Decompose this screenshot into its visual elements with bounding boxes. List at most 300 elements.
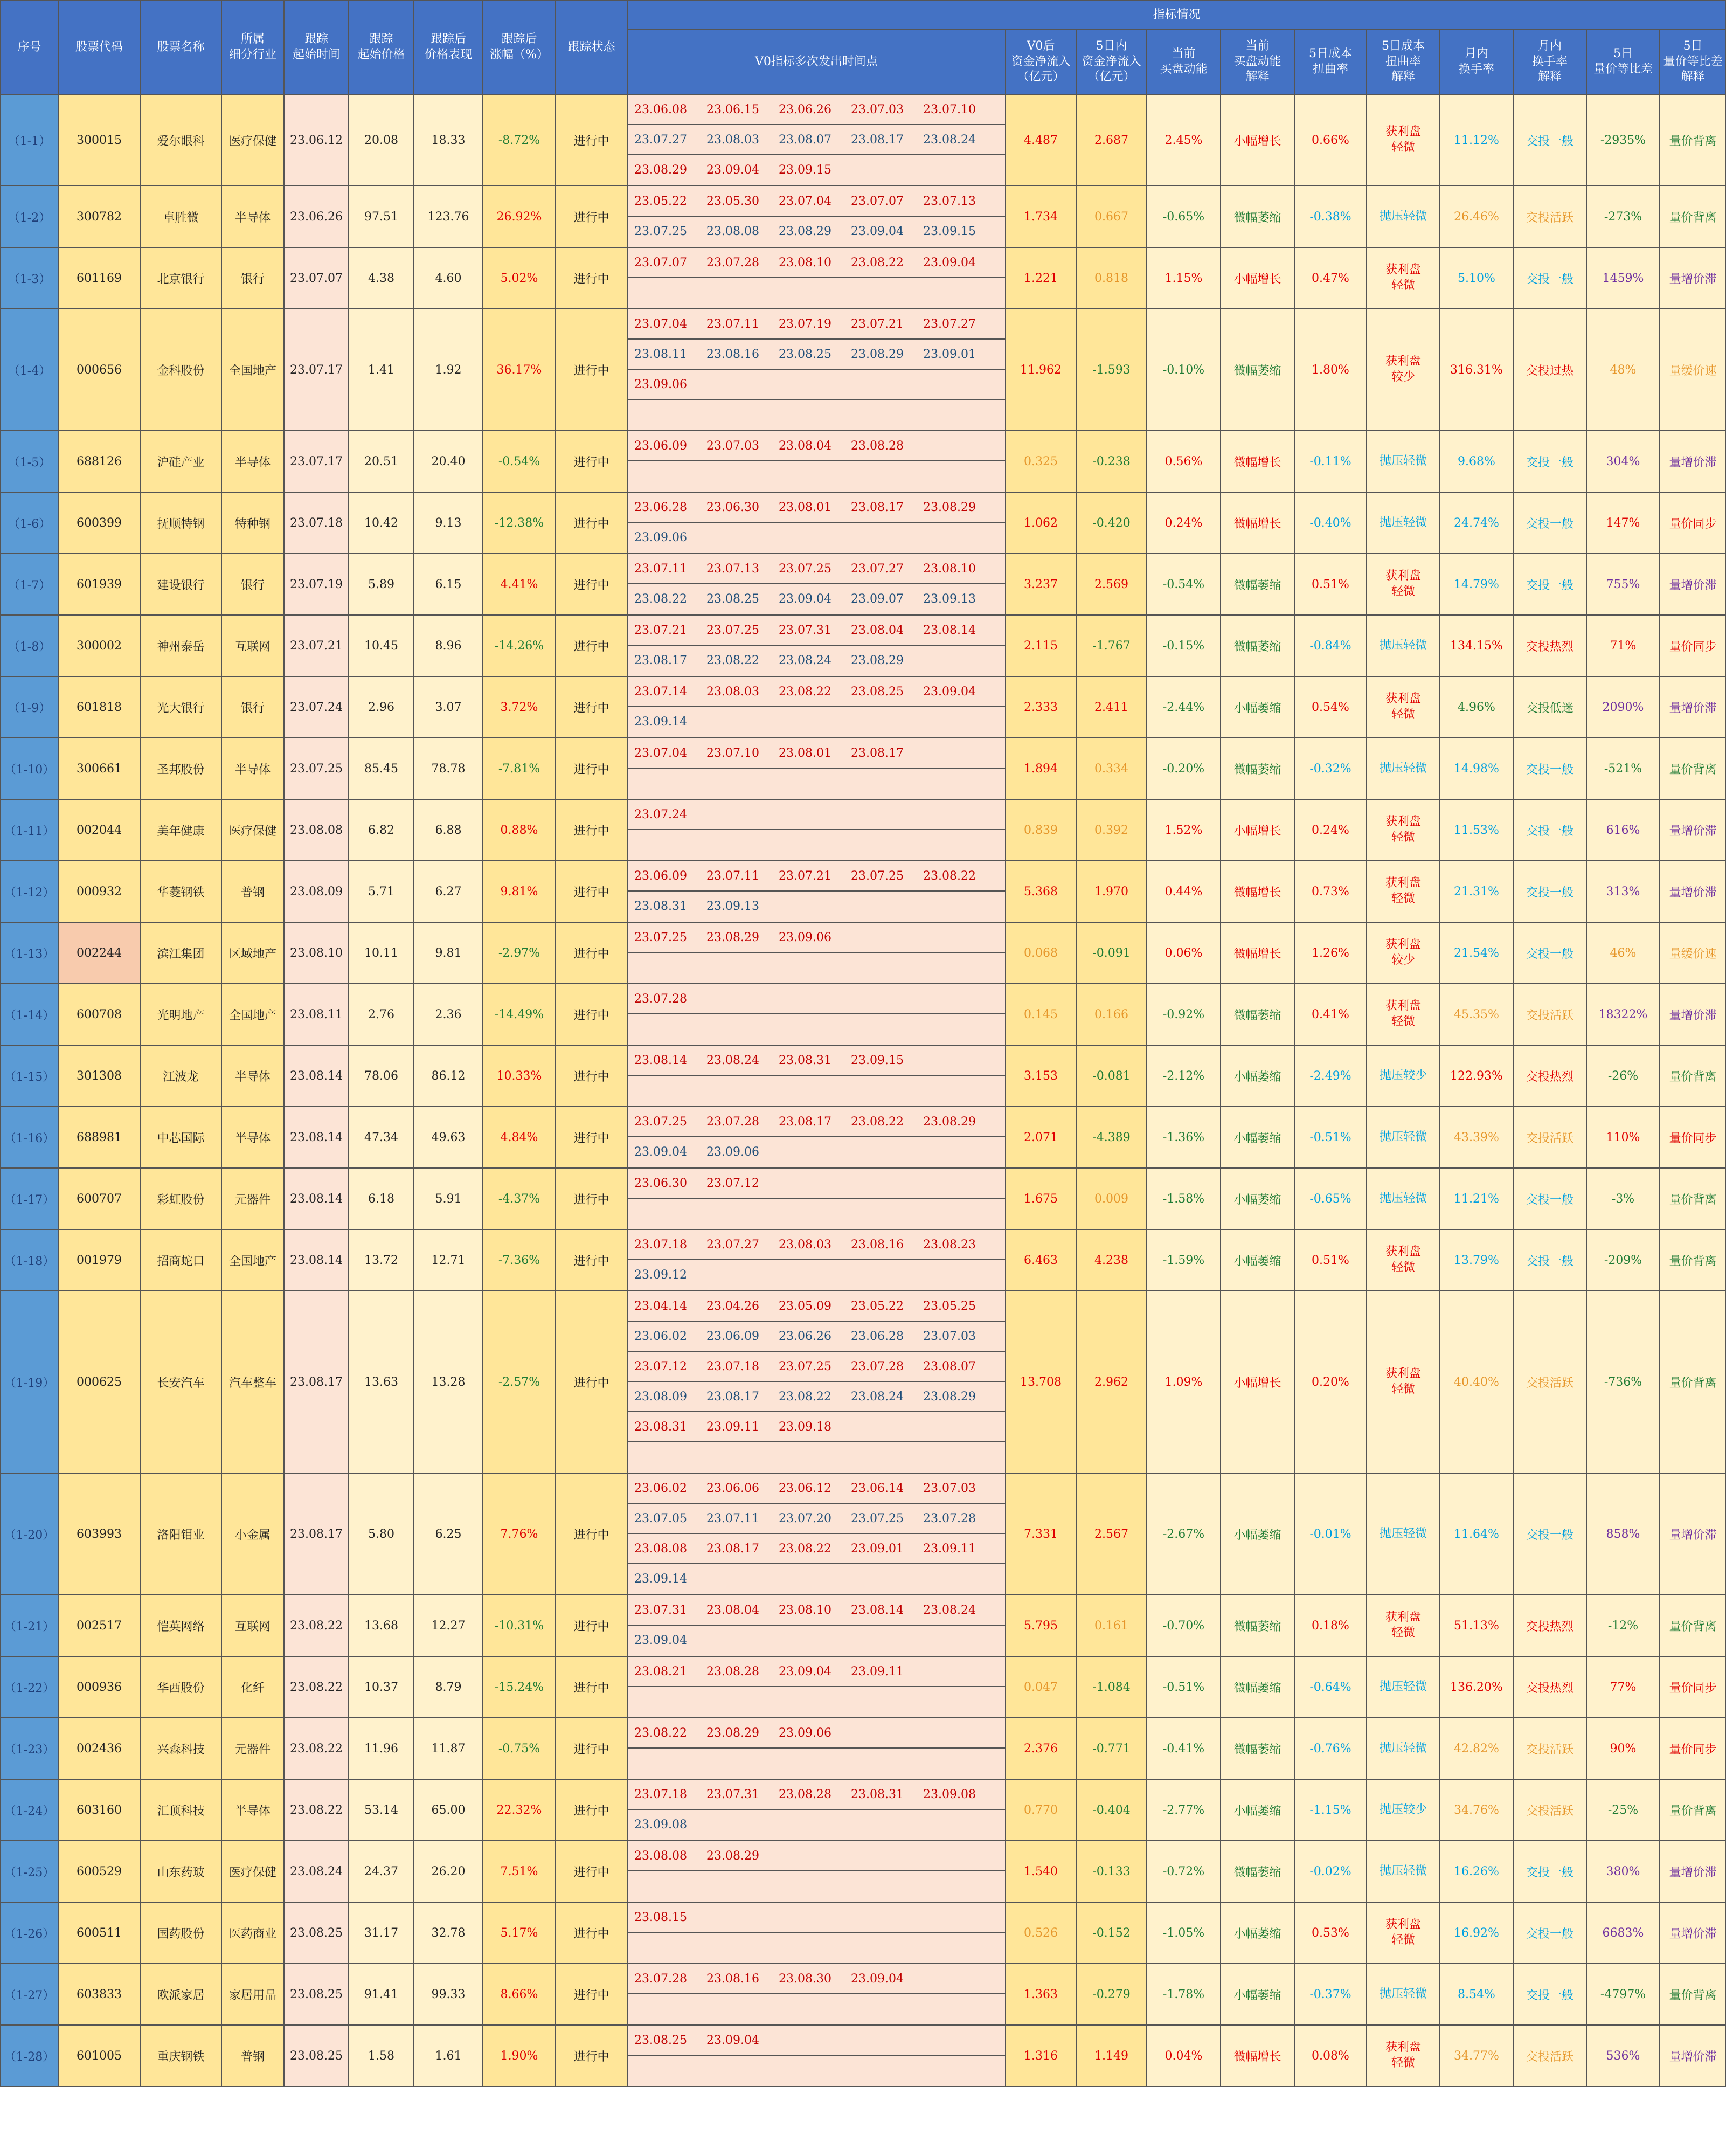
v0-date: 23.08.31: [851, 1788, 904, 1801]
col-turnover-note: 月内 换手率 解释: [1513, 30, 1586, 94]
v0-dates-cell: [627, 94, 1006, 186]
track-start-date: 23.06.26: [284, 186, 349, 247]
v0-date: 23.08.29: [779, 225, 831, 238]
v0-date: 23.08.03: [779, 1238, 831, 1252]
v0-dates-cell: [627, 1473, 1006, 1595]
buy-momentum: -1.78%: [1147, 1964, 1221, 2025]
v0-dates-line: [628, 125, 1005, 155]
stock-code: 600529: [58, 1841, 140, 1902]
track-start-price: 5.71: [349, 861, 414, 922]
v0-date: 23.09.11: [851, 1665, 904, 1678]
buy-momentum-note: 小幅萎缩: [1221, 1229, 1294, 1291]
v0-dates-line: [628, 861, 1005, 892]
cost-twist-rate: 1.80%: [1294, 309, 1367, 431]
track-change-pct: -7.36%: [483, 1229, 556, 1291]
stock-name: 重庆钢铁: [140, 2025, 221, 2086]
track-current-price: 6.15: [414, 554, 483, 615]
track-start-date: 23.06.12: [284, 94, 349, 186]
buy-momentum-note: 小幅萎缩: [1221, 1779, 1294, 1841]
v0-dates-cell: [627, 1229, 1006, 1291]
table-row: [1, 1595, 1726, 1656]
monthly-turnover-note: 交投一般: [1513, 1473, 1586, 1595]
five-day-inflow: 2.569: [1076, 554, 1147, 615]
industry: 银行: [221, 554, 284, 615]
buy-momentum: -0.15%: [1147, 615, 1221, 676]
track-current-price: 32.78: [414, 1902, 483, 1964]
v0-dates-line: [628, 1841, 1005, 1871]
table-row: [1, 1473, 1726, 1595]
buy-momentum-note: 小幅萎缩: [1221, 676, 1294, 738]
v0-inflow: 2.333: [1006, 676, 1076, 738]
track-start-price: 4.38: [349, 247, 414, 309]
volume-price-ratio-note: 量增价滞: [1660, 984, 1726, 1045]
industry: 医疗保健: [221, 799, 284, 861]
stock-name: 华菱钢铁: [140, 861, 221, 922]
buy-momentum: -2.44%: [1147, 676, 1221, 738]
track-change-pct: 10.33%: [483, 1045, 556, 1107]
industry: 全国地产: [221, 984, 284, 1045]
v0-date: 23.07.28: [851, 1360, 904, 1373]
v0-dates-line: [628, 1749, 1005, 1779]
v0-date: 23.06.26: [779, 103, 831, 116]
v0-dates-line: [628, 2026, 1005, 2056]
track-start-price: 1.41: [349, 309, 414, 431]
v0-dates-cell: [627, 1656, 1006, 1718]
row-index: （1-6）: [1, 492, 58, 554]
v0-date: 23.07.07: [634, 256, 687, 270]
buy-momentum-note: 微幅萎缩: [1221, 186, 1294, 247]
buy-momentum: -0.92%: [1147, 984, 1221, 1045]
v0-dates-line: [628, 2056, 1005, 2086]
v0-date: 23.08.08: [634, 1849, 687, 1863]
track-current-price: 6.25: [414, 1473, 483, 1595]
v0-date: 23.07.14: [634, 685, 687, 699]
row-index: （1-21）: [1, 1595, 58, 1656]
buy-momentum: 1.52%: [1147, 799, 1221, 861]
v0-date: 23.09.01: [851, 1542, 904, 1556]
buy-momentum: 0.24%: [1147, 492, 1221, 554]
cost-twist-rate: -0.64%: [1294, 1656, 1367, 1718]
v0-date: 23.08.22: [634, 592, 687, 606]
volume-price-ratio-note: 量增价滞: [1660, 861, 1726, 922]
cost-twist-rate: 1.26%: [1294, 922, 1367, 984]
track-current-price: 65.00: [414, 1779, 483, 1841]
v0-date: 23.09.06: [779, 931, 831, 944]
col-momentum: 当前 买盘动能: [1147, 30, 1221, 94]
industry: 家居用品: [221, 1964, 284, 2025]
track-change-pct: 22.32%: [483, 1779, 556, 1841]
v0-inflow: 1.221: [1006, 247, 1076, 309]
table-header: [1, 1, 1726, 94]
track-change-pct: -0.75%: [483, 1718, 556, 1779]
track-status: 进行中: [556, 309, 627, 431]
monthly-turnover: 45.35%: [1440, 984, 1513, 1045]
buy-momentum-note: 微幅增长: [1221, 922, 1294, 984]
buy-momentum-note: 小幅萎缩: [1221, 1168, 1294, 1229]
five-day-inflow: 1.970: [1076, 861, 1147, 922]
v0-date: 23.08.28: [706, 1665, 759, 1678]
v0-date: 23.08.04: [851, 624, 904, 637]
v0-inflow: 0.145: [1006, 984, 1076, 1045]
v0-inflow: 0.325: [1006, 431, 1076, 492]
v0-dates-line: [628, 431, 1005, 461]
industry: 银行: [221, 247, 284, 309]
buy-momentum: -1.36%: [1147, 1107, 1221, 1168]
stock-name: 美年健康: [140, 799, 221, 861]
volume-price-ratio: -12%: [1586, 1595, 1660, 1656]
monthly-turnover: 9.68%: [1440, 431, 1513, 492]
v0-date: 23.08.22: [779, 1542, 831, 1556]
v0-date: 23.08.22: [634, 1726, 687, 1740]
v0-dates-line: [628, 1442, 1005, 1473]
v0-date: 23.07.12: [706, 1177, 759, 1190]
v0-date: 23.09.06: [779, 1726, 831, 1740]
volume-price-ratio: 46%: [1586, 922, 1660, 984]
cost-twist-rate: 0.51%: [1294, 1229, 1367, 1291]
v0-inflow: 2.071: [1006, 1107, 1076, 1168]
track-start-date: 23.08.10: [284, 922, 349, 984]
monthly-turnover: 13.79%: [1440, 1229, 1513, 1291]
track-status: 进行中: [556, 799, 627, 861]
buy-momentum: 0.04%: [1147, 2025, 1221, 2086]
stock-name: 彩虹股份: [140, 1168, 221, 1229]
track-start-price: 20.08: [349, 94, 414, 186]
v0-date: 23.07.10: [923, 103, 976, 116]
cost-twist-rate: 0.54%: [1294, 676, 1367, 738]
track-change-pct: 26.92%: [483, 186, 556, 247]
stock-code: 600707: [58, 1168, 140, 1229]
monthly-turnover: 4.96%: [1440, 676, 1513, 738]
industry: 普钢: [221, 861, 284, 922]
stock-name: 招商蛇口: [140, 1229, 221, 1291]
monthly-turnover-note: 交投活跃: [1513, 984, 1586, 1045]
track-status: 进行中: [556, 554, 627, 615]
volume-price-ratio-note: 量价背离: [1660, 1168, 1726, 1229]
stock-name: 兴森科技: [140, 1718, 221, 1779]
volume-price-ratio-note: 量价同步: [1660, 615, 1726, 676]
v0-date: 23.08.24: [923, 133, 976, 147]
v0-date: 23.08.17: [851, 501, 904, 514]
v0-dates-line: [628, 1137, 1005, 1167]
track-start-price: 2.76: [349, 984, 414, 1045]
monthly-turnover-note: 交投一般: [1513, 431, 1586, 492]
monthly-turnover-note: 交投一般: [1513, 861, 1586, 922]
volume-price-ratio-note: 量价背离: [1660, 1595, 1726, 1656]
v0-dates-line: [628, 461, 1005, 492]
col-twist-note: 5日成本 扭曲率 解释: [1367, 30, 1440, 94]
volume-price-ratio: -2935%: [1586, 94, 1660, 186]
volume-price-ratio-note: 量价背离: [1660, 1045, 1726, 1107]
track-change-pct: 3.72%: [483, 676, 556, 738]
cost-twist-note: 抛压较少: [1367, 1045, 1440, 1107]
stock-code: 301308: [58, 1045, 140, 1107]
volume-price-ratio: 71%: [1586, 615, 1660, 676]
stock-code: 000932: [58, 861, 140, 922]
v0-dates-line: [628, 1382, 1005, 1412]
monthly-turnover-note: 交投一般: [1513, 799, 1586, 861]
v0-dates-line: [628, 892, 1005, 922]
five-day-inflow: -0.081: [1076, 1045, 1147, 1107]
cost-twist-note: 抛压轻微: [1367, 1964, 1440, 2025]
v0-date: 23.09.06: [706, 1145, 759, 1159]
volume-price-ratio: -25%: [1586, 1779, 1660, 1841]
cost-twist-rate: 0.53%: [1294, 1902, 1367, 1964]
track-current-price: 9.13: [414, 492, 483, 554]
stock-name: 圣邦股份: [140, 738, 221, 799]
v0-date: 23.05.25: [923, 1300, 976, 1313]
buy-momentum: 0.06%: [1147, 922, 1221, 984]
v0-dates-line: [628, 1564, 1005, 1594]
volume-price-ratio: 77%: [1586, 1656, 1660, 1718]
volume-price-ratio: 304%: [1586, 431, 1660, 492]
monthly-turnover: 11.53%: [1440, 799, 1513, 861]
stock-code: 300661: [58, 738, 140, 799]
volume-price-ratio: 380%: [1586, 1841, 1660, 1902]
five-day-inflow: -0.404: [1076, 1779, 1147, 1841]
track-current-price: 6.27: [414, 861, 483, 922]
v0-date: 23.07.21: [779, 869, 831, 883]
row-index: （1-20）: [1, 1473, 58, 1595]
track-change-pct: 4.84%: [483, 1107, 556, 1168]
v0-inflow: 1.734: [1006, 186, 1076, 247]
v0-dates-line: [628, 1810, 1005, 1840]
table-row: [1, 615, 1726, 676]
industry: 半导体: [221, 431, 284, 492]
industry: 医疗保健: [221, 1841, 284, 1902]
volume-price-ratio: -209%: [1586, 1229, 1660, 1291]
volume-price-ratio-note: 量增价滞: [1660, 676, 1726, 738]
buy-momentum: -0.65%: [1147, 186, 1221, 247]
table-row: [1, 922, 1726, 984]
v0-dates-line: [628, 1534, 1005, 1564]
col-volume-ratio: 5日 量价等比差: [1586, 30, 1660, 94]
industry: 化纤: [221, 1656, 284, 1718]
monthly-turnover-note: 交投一般: [1513, 94, 1586, 186]
v0-date: 23.08.17: [851, 747, 904, 760]
monthly-turnover-note: 交投热烈: [1513, 1045, 1586, 1107]
v0-date: 23.05.22: [634, 195, 687, 208]
volume-price-ratio-note: 量价背离: [1660, 1779, 1726, 1841]
five-day-inflow: -1.084: [1076, 1656, 1147, 1718]
five-day-inflow: -0.133: [1076, 1841, 1147, 1902]
track-current-price: 1.61: [414, 2025, 483, 2086]
v0-date: 23.08.29: [851, 654, 904, 667]
industry: 元器件: [221, 1718, 284, 1779]
v0-date: 23.08.08: [634, 1542, 687, 1556]
volume-price-ratio: 110%: [1586, 1107, 1660, 1168]
v0-date: 23.08.24: [851, 1390, 904, 1404]
stock-code: 000625: [58, 1291, 140, 1473]
track-start-price: 5.80: [349, 1473, 414, 1595]
v0-dates-line: [628, 1504, 1005, 1534]
cost-twist-note: 抛压较少: [1367, 1779, 1440, 1841]
cost-twist-note: 抛压轻微: [1367, 1107, 1440, 1168]
v0-dates-line: [628, 1076, 1005, 1106]
track-start-date: 23.08.22: [284, 1718, 349, 1779]
stock-code: 603993: [58, 1473, 140, 1595]
v0-dates-line: [628, 1626, 1005, 1656]
volume-price-ratio-note: 量价背离: [1660, 94, 1726, 186]
stock-name: 华西股份: [140, 1656, 221, 1718]
v0-dates-line: [628, 1933, 1005, 1963]
track-change-pct: 5.02%: [483, 247, 556, 309]
table-row: [1, 861, 1726, 922]
v0-dates-line: [628, 1994, 1005, 2024]
stock-code: 601169: [58, 247, 140, 309]
table-row: [1, 1291, 1726, 1473]
table-row: [1, 431, 1726, 492]
track-change-pct: -15.24%: [483, 1656, 556, 1718]
track-current-price: 12.71: [414, 1229, 483, 1291]
v0-date: 23.04.26: [706, 1300, 759, 1313]
v0-date: 23.09.06: [634, 378, 687, 391]
v0-date: 23.09.18: [779, 1420, 831, 1434]
stock-code: 601818: [58, 676, 140, 738]
volume-price-ratio: -736%: [1586, 1291, 1660, 1473]
buy-momentum: -1.05%: [1147, 1902, 1221, 1964]
buy-momentum: -0.10%: [1147, 309, 1221, 431]
v0-date: 23.09.04: [634, 1634, 687, 1647]
stock-name: 北京银行: [140, 247, 221, 309]
track-change-pct: 7.76%: [483, 1473, 556, 1595]
volume-price-ratio-note: 量增价滞: [1660, 431, 1726, 492]
v0-dates-cell: [627, 922, 1006, 984]
cost-twist-rate: 0.66%: [1294, 94, 1367, 186]
track-status: 进行中: [556, 676, 627, 738]
five-day-inflow: 1.149: [1076, 2025, 1147, 2086]
buy-momentum-note: 微幅萎缩: [1221, 984, 1294, 1045]
v0-date: 23.08.29: [923, 1115, 976, 1129]
track-current-price: 12.27: [414, 1595, 483, 1656]
v0-date: 23.08.23: [923, 1238, 976, 1252]
v0-date: 23.09.13: [923, 592, 976, 606]
track-current-price: 8.96: [414, 615, 483, 676]
v0-inflow: 2.376: [1006, 1718, 1076, 1779]
v0-dates-line: [628, 616, 1005, 646]
v0-dates-cell: [627, 1718, 1006, 1779]
v0-dates-line: [628, 584, 1005, 614]
stock-code: 001979: [58, 1229, 140, 1291]
monthly-turnover: 16.26%: [1440, 1841, 1513, 1902]
monthly-turnover-note: 交投一般: [1513, 247, 1586, 309]
v0-dates-line: [628, 1474, 1005, 1504]
v0-date: 23.09.15: [923, 225, 976, 238]
track-status: 进行中: [556, 1229, 627, 1291]
stock-name: 洛阳钼业: [140, 1473, 221, 1595]
v0-date: 23.07.24: [634, 808, 687, 821]
cost-twist-note: 获利盘 轻微: [1367, 94, 1440, 186]
monthly-turnover-note: 交投活跃: [1513, 1779, 1586, 1841]
stock-code: 688981: [58, 1107, 140, 1168]
track-start-price: 13.68: [349, 1595, 414, 1656]
v0-dates-line: [628, 340, 1005, 370]
monthly-turnover-note: 交投活跃: [1513, 2025, 1586, 2086]
stock-name: 江波龙: [140, 1045, 221, 1107]
track-status: 进行中: [556, 1841, 627, 1902]
v0-date: 23.09.04: [851, 225, 904, 238]
track-start-price: 6.82: [349, 799, 414, 861]
table-row: [1, 94, 1726, 186]
volume-price-ratio: 616%: [1586, 799, 1660, 861]
stock-name: 爱尔眼科: [140, 94, 221, 186]
industry: 汽车整车: [221, 1291, 284, 1473]
track-current-price: 2.36: [414, 984, 483, 1045]
stock-name: 滨江集团: [140, 922, 221, 984]
cost-twist-rate: 0.41%: [1294, 984, 1367, 1045]
v0-date: 23.07.21: [851, 317, 904, 331]
monthly-turnover-note: 交投热烈: [1513, 1595, 1586, 1656]
track-start-date: 23.07.17: [284, 431, 349, 492]
buy-momentum: -1.59%: [1147, 1229, 1221, 1291]
v0-date: 23.05.09: [779, 1300, 831, 1313]
volume-price-ratio-note: 量价背离: [1660, 738, 1726, 799]
volume-price-ratio-note: 量增价滞: [1660, 554, 1726, 615]
v0-dates-line: [628, 984, 1005, 1014]
track-start-date: 23.07.07: [284, 247, 349, 309]
row-index: （1-24）: [1, 1779, 58, 1841]
row-index: （1-5）: [1, 431, 58, 492]
v0-dates-line: [628, 1718, 1005, 1749]
track-change-pct: 5.17%: [483, 1902, 556, 1964]
track-start-date: 23.07.17: [284, 309, 349, 431]
volume-price-ratio-note: 量价同步: [1660, 1718, 1726, 1779]
v0-date: 23.06.28: [634, 501, 687, 514]
v0-date: 23.09.15: [851, 1054, 904, 1067]
volume-price-ratio-note: 量增价滞: [1660, 799, 1726, 861]
five-day-inflow: 0.334: [1076, 738, 1147, 799]
volume-price-ratio-note: 量缓价速: [1660, 309, 1726, 431]
col-start-date: 跟踪 起始时间: [284, 1, 349, 94]
v0-dates-line: [628, 309, 1005, 340]
v0-date: 23.08.11: [634, 348, 687, 361]
v0-date: 23.07.04: [634, 747, 687, 760]
track-status: 进行中: [556, 186, 627, 247]
track-start-date: 23.08.08: [284, 799, 349, 861]
v0-inflow: 2.115: [1006, 615, 1076, 676]
five-day-inflow: -0.091: [1076, 922, 1147, 984]
v0-date: 23.09.04: [779, 592, 831, 606]
track-start-price: 13.63: [349, 1291, 414, 1473]
v0-date: 23.08.25: [851, 685, 904, 699]
v0-date: 23.08.29: [706, 931, 759, 944]
monthly-turnover-note: 交投热烈: [1513, 1656, 1586, 1718]
v0-date: 23.06.02: [634, 1482, 687, 1495]
row-index: （1-15）: [1, 1045, 58, 1107]
v0-date: 23.07.05: [634, 1512, 687, 1525]
stock-code: 601005: [58, 2025, 140, 2086]
col-change-pct: 跟踪后 涨幅（%）: [483, 1, 556, 94]
v0-date: 23.09.13: [706, 900, 759, 913]
row-index: （1-9）: [1, 676, 58, 738]
buy-momentum: 1.15%: [1147, 247, 1221, 309]
v0-dates-line: [628, 1260, 1005, 1290]
v0-dates-cell: [627, 492, 1006, 554]
v0-date: 23.07.25: [706, 624, 759, 637]
buy-momentum: -1.58%: [1147, 1168, 1221, 1229]
v0-date: 23.08.14: [634, 1054, 687, 1067]
v0-dates-line: [628, 1199, 1005, 1229]
table-row: [1, 1902, 1726, 1964]
track-current-price: 78.78: [414, 738, 483, 799]
row-index: （1-2）: [1, 186, 58, 247]
track-current-price: 3.07: [414, 676, 483, 738]
track-start-date: 23.08.24: [284, 1841, 349, 1902]
v0-date: 23.09.15: [779, 163, 831, 177]
v0-date: 23.07.25: [634, 931, 687, 944]
cost-twist-note: 获利盘 轻微: [1367, 676, 1440, 738]
track-status: 进行中: [556, 615, 627, 676]
industry: 半导体: [221, 1779, 284, 1841]
